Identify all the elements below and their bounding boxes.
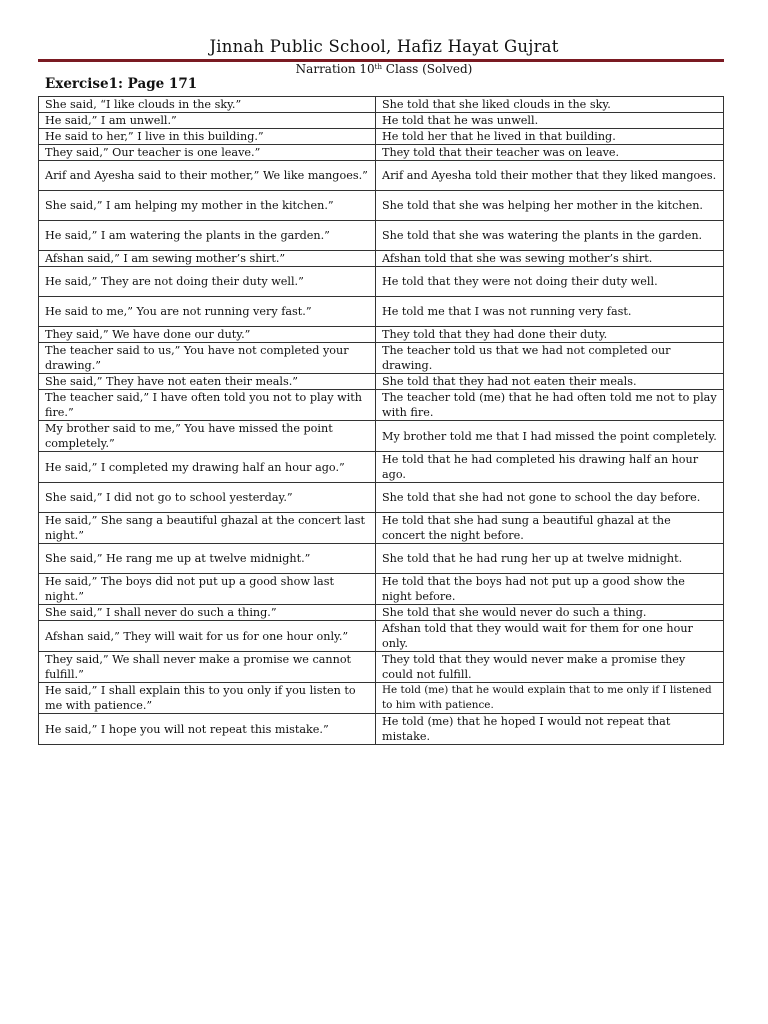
direct-speech-cell: She said,” I shall never do such a thing.”	[39, 605, 376, 621]
table-row	[39, 145, 724, 161]
indirect-speech-cell: She told that he had rung her up at twelve midnight.	[376, 544, 724, 574]
indirect-speech-cell: He told her that he lived in that building.	[376, 129, 724, 145]
table-row	[39, 374, 724, 390]
indirect-speech-cell: She told that she liked clouds in the sky.	[376, 97, 724, 113]
subtitle-text: Narration 10	[295, 62, 375, 76]
direct-speech-cell: He said,” They are not doing their duty well.”	[39, 267, 376, 297]
direct-speech-cell: He said,” I shall explain this to you only if you listen to me with patience.”	[39, 683, 376, 714]
indirect-speech-cell: She told that they had not eaten their meals.	[376, 374, 724, 390]
subtitle-suffix: Class (Solved)	[381, 62, 473, 76]
table-row	[39, 97, 724, 113]
table-row	[39, 621, 724, 652]
direct-speech-cell: He said to her,” I live in this building.”	[39, 129, 376, 145]
direct-speech-cell: Afshan said,” I am sewing mother’s shirt.”	[39, 251, 376, 267]
indirect-speech-cell: He told that she had sung a beautiful ghazal at the concert the night before.	[376, 513, 724, 544]
direct-speech-cell: He said,” I hope you will not repeat this mistake.”	[39, 714, 376, 745]
table-row	[39, 652, 724, 683]
indirect-speech-cell: She told that she would never do such a thing.	[376, 605, 724, 621]
table-row	[39, 714, 724, 745]
direct-speech-cell: He said,” The boys did not put up a good show last night.”	[39, 574, 376, 605]
table-row	[39, 297, 724, 327]
indirect-speech-cell: He told that he had completed his drawing half an hour ago.	[376, 452, 724, 483]
indirect-speech-cell: They told that their teacher was on leave.	[376, 145, 724, 161]
indirect-speech-cell: Afshan told that she was sewing mother’s shirt.	[376, 251, 724, 267]
indirect-speech-cell: The teacher told (me) that he had often told me not to play with fire.	[376, 390, 724, 421]
table-row	[39, 161, 724, 191]
table-row	[39, 683, 724, 714]
indirect-speech-cell: She told that she was watering the plants in the garden.	[376, 221, 724, 251]
indirect-speech-cell: He told me that I was not running very fast.	[376, 297, 724, 327]
table-row	[39, 221, 724, 251]
table-row	[39, 605, 724, 621]
exercise-heading: Exercise1: Page 171	[45, 76, 198, 92]
table-row	[39, 390, 724, 421]
indirect-speech-cell: They told that they would never make a promise they could not fulfill.	[376, 652, 724, 683]
indirect-speech-cell: She told that she was helping her mother in the kitchen.	[376, 191, 724, 221]
direct-speech-cell: He said,” I am unwell.”	[39, 113, 376, 129]
narration-table	[38, 96, 724, 745]
direct-speech-cell: She said, “I like clouds in the sky.”	[39, 97, 376, 113]
subtitle-superscript: th	[374, 63, 382, 71]
document-subtitle	[0, 62, 768, 76]
table-row	[39, 452, 724, 483]
direct-speech-cell: She said,” I am helping my mother in the kitchen.”	[39, 191, 376, 221]
direct-speech-cell: The teacher said,” I have often told you not to play with fire.”	[39, 390, 376, 421]
direct-speech-cell: Afshan said,” They will wait for us for one hour only.”	[39, 621, 376, 652]
indirect-speech-cell: He told that he was unwell.	[376, 113, 724, 129]
indirect-speech-cell: Afshan told that they would wait for them for one hour only.	[376, 621, 724, 652]
table-row	[39, 267, 724, 297]
school-title: Jinnah Public School, Hafiz Hayat Gujrat	[209, 37, 559, 56]
table-row	[39, 483, 724, 513]
direct-speech-cell: He said to me,” You are not running very fast.”	[39, 297, 376, 327]
table-row	[39, 544, 724, 574]
direct-speech-cell: The teacher said to us,” You have not completed your drawing.”	[39, 343, 376, 374]
table-row	[39, 113, 724, 129]
direct-speech-cell: She said,” He rang me up at twelve midnight.”	[39, 544, 376, 574]
table-row	[39, 343, 724, 374]
indirect-speech-cell: She told that she had not gone to school the day before.	[376, 483, 724, 513]
table-row	[39, 191, 724, 221]
direct-speech-cell: He said,” She sang a beautiful ghazal at the concert last night.”	[39, 513, 376, 544]
indirect-speech-cell: My brother told me that I had missed the point completely.	[376, 421, 724, 452]
direct-speech-cell: She said,” They have not eaten their meals.”	[39, 374, 376, 390]
table-row	[39, 574, 724, 605]
direct-speech-cell: He said,” I am watering the plants in the garden.”	[39, 221, 376, 251]
indirect-speech-cell: They told that they had done their duty.	[376, 327, 724, 343]
table-row	[39, 513, 724, 544]
indirect-speech-cell: He told (me) that he would explain that to me only if I listened to him with patience.	[376, 683, 724, 714]
direct-speech-cell: My brother said to me,” You have missed the point completely.”	[39, 421, 376, 452]
direct-speech-cell: They said,” We shall never make a promise we cannot fulfill.”	[39, 652, 376, 683]
direct-speech-cell: They said,” We have done our duty.”	[39, 327, 376, 343]
direct-speech-cell: Arif and Ayesha said to their mother,” We like mangoes.”	[39, 161, 376, 191]
direct-speech-cell: He said,” I completed my drawing half an hour ago.”	[39, 452, 376, 483]
indirect-speech-cell: The teacher told us that we had not completed our drawing.	[376, 343, 724, 374]
table-row	[39, 251, 724, 267]
indirect-speech-cell: Arif and Ayesha told their mother that they liked mangoes.	[376, 161, 724, 191]
direct-speech-cell: They said,” Our teacher is one leave.”	[39, 145, 376, 161]
table-row	[39, 327, 724, 343]
indirect-speech-cell: He told that the boys had not put up a good show the night before.	[376, 574, 724, 605]
table-row	[39, 421, 724, 452]
direct-speech-cell: She said,” I did not go to school yesterday.”	[39, 483, 376, 513]
indirect-speech-cell: He told (me) that he hoped I would not repeat that mistake.	[376, 714, 724, 745]
indirect-speech-cell: He told that they were not doing their duty well.	[376, 267, 724, 297]
table-row	[39, 129, 724, 145]
